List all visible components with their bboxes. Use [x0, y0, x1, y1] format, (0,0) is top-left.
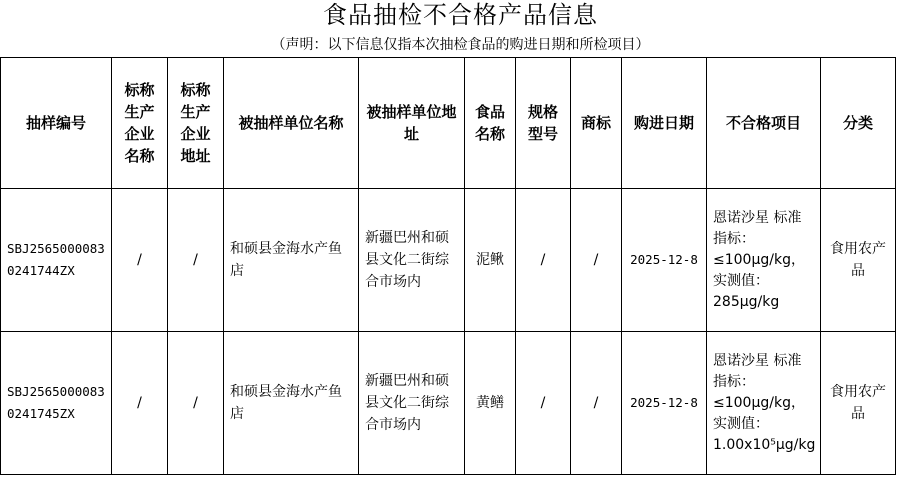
cell-fail-item: 恩诺沙星 标准指标：≤100μg/kg，实测值：285μg/kg	[707, 189, 821, 332]
col-header-producer-name: 标称生产企业名称	[112, 58, 168, 189]
cell-spec: /	[516, 189, 571, 332]
col-header-brand: 商标	[571, 58, 622, 189]
cell-brand: /	[571, 332, 622, 475]
cell-category: 食用农产品	[821, 189, 896, 332]
col-header-food-name: 食品名称	[465, 58, 516, 189]
cell-sample-no: SBJ25650000830241745ZX	[1, 332, 112, 475]
cell-fail-item: 恩诺沙星 标准指标：≤100μg/kg，实测值：1.00x10⁵μg/kg	[707, 332, 821, 475]
col-header-unit-name: 被抽样单位名称	[224, 58, 359, 189]
cell-producer-addr: /	[168, 332, 224, 475]
col-header-date: 购进日期	[622, 58, 707, 189]
cell-date: 2025-12-8	[622, 332, 707, 475]
cell-brand: /	[571, 189, 622, 332]
cell-producer-addr: /	[168, 189, 224, 332]
cell-unit-name: 和硕县金海水产鱼店	[224, 189, 359, 332]
table-row	[1, 189, 896, 332]
col-header-category: 分类	[821, 58, 896, 189]
cell-food-name: 泥鳅	[465, 189, 516, 332]
cell-unit-addr: 新疆巴州和硕县文化二街综合市场内	[359, 332, 465, 475]
cell-food-name: 黄鳝	[465, 332, 516, 475]
cell-spec: /	[516, 332, 571, 475]
cell-sample-no: SBJ25650000830241744ZX	[1, 189, 112, 332]
col-header-fail-item: 不合格项目	[707, 58, 821, 189]
cell-unit-name: 和硕县金海水产鱼店	[224, 332, 359, 475]
cell-producer-name: /	[112, 189, 168, 332]
col-header-spec: 规格型号	[516, 58, 571, 189]
table-header-row	[1, 58, 896, 189]
cell-unit-addr: 新疆巴州和硕县文化二街综合市场内	[359, 189, 465, 332]
cell-date: 2025-12-8	[622, 189, 707, 332]
col-header-unit-addr: 被抽样单位地址	[359, 58, 465, 189]
col-header-sample-no: 抽样编号	[1, 58, 112, 189]
disclaimer: （声明：以下信息仅指本次抽检食品的购进日期和所检项目）	[271, 37, 650, 53]
unqualified-products-table	[0, 57, 896, 475]
col-header-producer-addr: 标称生产企业地址	[168, 58, 224, 189]
cell-category: 食用农产品	[821, 332, 896, 475]
page-title: 食品抽检不合格产品信息	[323, 1, 598, 29]
cell-producer-name: /	[112, 332, 168, 475]
table-row	[1, 332, 896, 475]
